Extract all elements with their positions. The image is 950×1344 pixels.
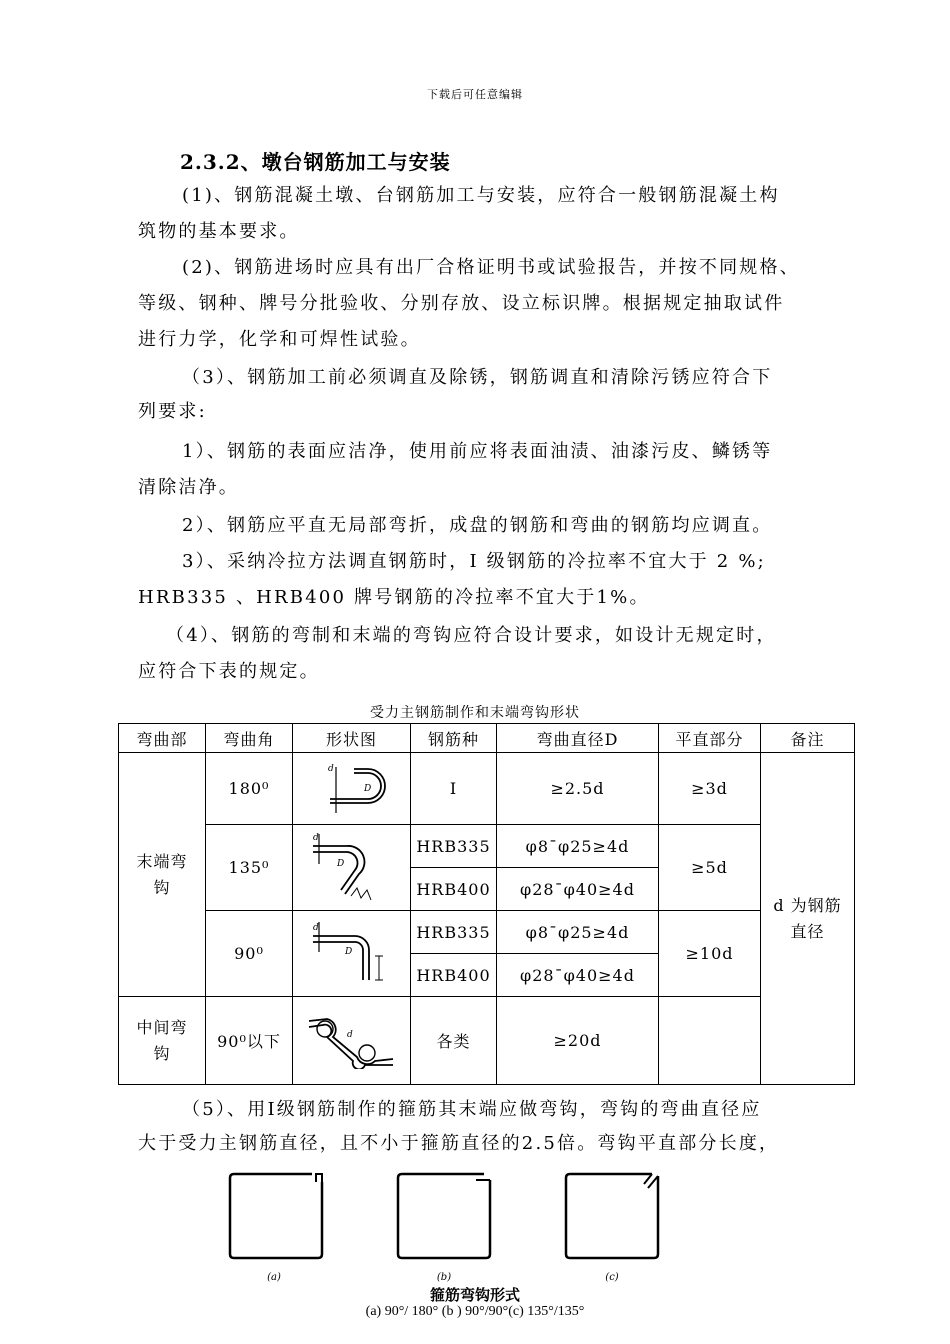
dim-label: d: [327, 763, 335, 774]
paragraph-line: 筑物的基本要求。: [138, 221, 300, 242]
paragraph-line: （4）、钢筋的弯制和末端的弯钩应符合设计要求，如设计无规定时，: [166, 625, 777, 646]
page-header: 下载后可任意编辑: [427, 88, 523, 101]
table-caption: 受力主钢筋制作和末端弯钩形状: [370, 705, 580, 721]
straight-cell: ≥3d: [659, 753, 761, 825]
grade-cell: 各类: [411, 997, 497, 1085]
straight-cell: [659, 997, 761, 1085]
paragraph-line: 1）、钢筋的表面应洁净，使用前应将表面油渍、油漆污皮、鳞锈等: [182, 441, 773, 462]
shape-cell: [293, 753, 411, 825]
paragraph-line: (1)、钢筋混凝土墩、台钢筋加工与安装，应符合一般钢筋混凝土构: [182, 185, 780, 206]
hook-middle-diagram: [305, 1013, 399, 1069]
paragraph-line: 2）、钢筋应平直无局部弯折，成盘的钢筋和弯曲的钢筋均应调直。: [182, 515, 773, 536]
bend-angle-cell: 90⁰以下: [206, 997, 293, 1085]
table-row: [119, 911, 855, 954]
grade-cell: HRB400: [411, 868, 497, 911]
stirrup-hook-figure: [220, 1168, 690, 1288]
table-header-row: [119, 724, 855, 753]
hook-spec-table: [118, 723, 855, 1085]
diameter-cell: ≥2.5d: [497, 753, 659, 825]
diameter-cell: φ8¯φ25≥4d: [497, 911, 659, 954]
section-title: 2.3.2、墩台钢筋加工与安装: [180, 150, 451, 174]
figure-subtitle: (a) 90°/ 180° (b ) 90°/90°(c) 135°/135°: [365, 1304, 585, 1319]
stirrup-a: [230, 1174, 322, 1283]
bend-angle-cell: 180⁰: [206, 753, 293, 825]
straight-cell: ≥5d: [659, 825, 761, 911]
straight-cell: ≥10d: [659, 911, 761, 997]
figure-label: (a): [267, 1272, 281, 1283]
dim-label: D: [336, 858, 345, 869]
table-header-cell: 平直部分: [659, 724, 761, 753]
hook-180-diagram: [310, 761, 394, 817]
paragraph-line: 大于受力主钢筋直径，且不小于箍筋直径的2.5倍。弯钩平直部分长度，: [138, 1133, 780, 1154]
bend-part-cell: 末端弯钩: [119, 753, 206, 997]
table-header-cell: 弯曲角: [206, 724, 293, 753]
diameter-cell: φ8¯φ25≥4d: [497, 825, 659, 868]
table-header-cell: 弯曲直径D: [497, 724, 659, 753]
dim-label: D: [363, 783, 372, 794]
dim-label: D: [344, 946, 353, 957]
dim-label: d: [312, 832, 320, 843]
paragraph-line: 进行力学，化学和可焊性试验。: [138, 329, 421, 350]
remark-cell: d 为钢筋直径: [761, 753, 855, 1085]
shape-cell: [293, 997, 411, 1085]
shape-cell: [293, 825, 411, 911]
hook-90-diagram: [307, 918, 397, 990]
paragraph-line: （5）、用I级钢筋制作的箍筋其末端应做弯钩，弯钩的弯曲直径应: [182, 1099, 762, 1120]
figure-label: (c): [605, 1272, 619, 1283]
table-header-cell: 钢筋种: [411, 724, 497, 753]
bend-angle-cell: 135⁰: [206, 825, 293, 911]
paragraph-line: 等级、钢种、牌号分批验收、分别存放、设立标识牌。根据规定抽取试件: [138, 293, 785, 314]
paragraph-line: 列要求:: [138, 401, 207, 422]
diameter-cell: φ28¯φ40≥4d: [497, 954, 659, 997]
paragraph-line: （3）、钢筋加工前必须调直及除锈，钢筋调直和清除污锈应符合下: [182, 367, 773, 388]
paragraph-line: 应符合下表的规定。: [138, 661, 320, 682]
dim-label: d: [346, 1029, 354, 1040]
figure-label: (b): [436, 1272, 452, 1283]
grade-cell: I: [411, 753, 497, 825]
figure-title: 箍筋弯钩形式: [429, 1286, 520, 1304]
paragraph-line: 3）、采纳冷拉方法调直钢筋时，I 级钢筋的冷拉率不宜大于 2 %;: [182, 551, 766, 572]
diameter-cell: ≥20d: [497, 997, 659, 1085]
table-header-cell: 形状图: [293, 724, 411, 753]
stirrup-c: [566, 1174, 658, 1283]
diameter-cell: φ28¯φ40≥4d: [497, 868, 659, 911]
bend-part-cell: 中间弯钩: [119, 997, 206, 1085]
bend-angle-cell: 90⁰: [206, 911, 293, 997]
paragraph-line: HRB335 、HRB400 牌号钢筋的冷拉率不宜大于1%。: [138, 587, 650, 608]
table-header-cell: 备注: [761, 724, 855, 753]
grade-cell: HRB335: [411, 825, 497, 868]
table-row: [119, 753, 855, 825]
grade-cell: HRB400: [411, 954, 497, 997]
paragraph-line: 清除洁净。: [138, 477, 239, 498]
shape-cell: [293, 911, 411, 997]
grade-cell: HRB335: [411, 911, 497, 954]
paragraph-line: (2)、钢筋进场时应具有出厂合格证明书或试验报告，并按不同规格、: [182, 257, 800, 278]
stirrup-b: [398, 1174, 490, 1283]
table-row: [119, 825, 855, 868]
hook-135-diagram: [307, 830, 397, 906]
dim-label: d: [312, 922, 320, 933]
table-header-cell: 弯曲部: [119, 724, 206, 753]
table-row: [119, 997, 855, 1085]
